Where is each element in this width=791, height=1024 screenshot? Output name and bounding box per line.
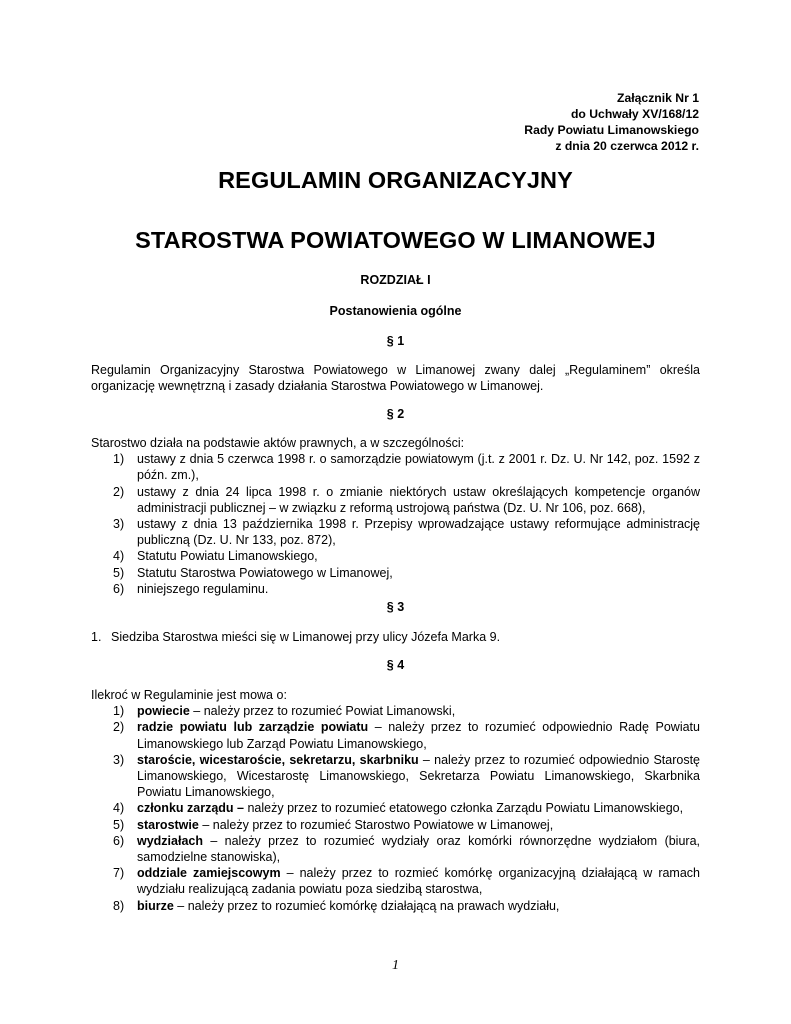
list-item-number: 2) — [113, 720, 125, 735]
section-2-lead: Starostwo działa na podstawie aktów prawnych, a w szczególności: — [91, 436, 465, 450]
list-item-number: 2) — [113, 484, 125, 499]
list-item-number: 1. — [91, 630, 102, 644]
section-4-heading: § 4 — [386, 658, 405, 672]
section-1-heading: § 1 — [386, 334, 405, 348]
annex-header — [524, 90, 699, 154]
list-item-number: 6) — [113, 581, 125, 596]
list-item — [91, 516, 700, 548]
definition-text: – należy przez to rozumieć komórkę działającą na prawach wydziału, — [173, 898, 560, 913]
list-item — [91, 800, 700, 816]
list-item-number: 7) — [113, 866, 125, 881]
section-3-heading: § 3 — [386, 600, 405, 614]
definition-term: staroście, wicestaroście, sekretarzu, skarbniku — [137, 752, 419, 767]
definition-term: członku zarządu – — [137, 801, 244, 816]
section-2-list — [91, 435, 700, 597]
definition-text: należy przez to rozumieć etatowego członka Zarządu Powiatu Limanowskiego, — [243, 801, 684, 816]
chapter-subtitle: Postanowienia ogólne — [329, 304, 462, 318]
list-item — [91, 451, 700, 483]
chapter-label: ROZDZIAŁ I — [360, 273, 431, 287]
document-title-line-2: STAROSTWA POWIATOWEGO W LIMANOWEJ — [135, 227, 656, 253]
document-title-line-1: REGULAMIN ORGANIZACYJNY — [218, 167, 573, 193]
list-item-number: 4) — [113, 549, 125, 564]
page-number: 1 — [392, 958, 399, 973]
section-1-text: Regulamin Organizacyjny Starostwa Powiatowego w Limanowej zwany dalej „Regulaminem” określa organizację wewnętrzną i zasady działania Starostwa Powiatowego w Limanowej. — [91, 363, 700, 393]
list-item-text: ustawy z dnia 24 lipca 1998 r. o zmianie niektórych ustaw określających kompetencje organów administracji publicznej – w związku z reformą ustrojową państwa (Dz. U. Nr 106, poz. 668), — [137, 484, 700, 515]
list-item-text — [137, 898, 700, 914]
definition-term: oddziale zamiejscowym — [137, 866, 281, 881]
definition-term: powiecie — [137, 704, 190, 719]
definition-text: – należy przez to rozumieć wydziały oraz komórki równorzędne wydziałom (biura, samodzielne stanowiska), — [137, 833, 700, 865]
annex-line-1: Załącznik Nr 1 — [617, 91, 699, 105]
list-item-number: 5) — [113, 565, 125, 580]
list-item — [91, 703, 700, 719]
list-item-text — [137, 833, 700, 865]
list-item-text: Siedziba Starostwa mieści się w Limanowej przy ulicy Józefa Marka 9. — [111, 630, 501, 644]
definition-text: – należy przez to rozumieć odpowiednio Radę Powiatu Limanowskiego lub Zarząd Powiatu Limanowskiego, — [137, 720, 700, 751]
list-item — [91, 548, 700, 564]
list-item-number: 4) — [113, 801, 125, 816]
list-item-text: ustawy z dnia 13 października 1998 r. Przepisy wprowadzające ustawy reformujące administrację publiczną (Dz. U. Nr 133, poz. 872), — [137, 517, 700, 548]
list-item — [91, 817, 700, 833]
list-item — [91, 898, 700, 914]
definition-term: wydziałach — [137, 833, 203, 848]
definition-term: radzie powiatu lub zarządzie powiatu — [137, 720, 369, 735]
list-item-number: 3) — [113, 752, 125, 767]
list-item — [91, 581, 700, 597]
definition-text: – należy przez to rozumieć Powiat Limanowski, — [189, 704, 456, 719]
list-item — [91, 629, 700, 645]
definition-term: starostwie — [137, 817, 199, 832]
annex-line-2: do Uchwały XV/168/12 — [570, 107, 699, 121]
list-item-number: 1) — [113, 704, 125, 719]
annex-line-4: z dnia 20 czerwca 2012 r. — [555, 139, 699, 153]
list-item-text — [137, 865, 700, 897]
section-4-lead: Ilekroć w Regulaminie jest mowa o: — [91, 688, 287, 702]
definition-term: biurze — [137, 898, 174, 913]
list-item — [91, 752, 700, 801]
list-item-number: 8) — [113, 898, 125, 913]
section-4-list — [91, 687, 700, 914]
definition-text: – należy przez to rozmieć komórkę organizacyjną działającą w ramach wydziału realizującą zadania powiatu poza siedzibą starostwa, — [137, 866, 700, 897]
list-item-text: Statutu Starostwa Powiatowego w Limanowej, — [137, 565, 393, 580]
list-item-text: ustawy z dnia 5 czerwca 1998 r. o samorządzie powiatowym (j.t. z 2001 r. Dz. U. Nr 142, poz. 1592 z późn. zm.), — [137, 452, 700, 483]
list-item — [91, 833, 700, 865]
list-item-text: niniejszego regulaminu. — [137, 581, 269, 596]
list-item — [91, 865, 700, 897]
section-2-heading: § 2 — [386, 407, 405, 421]
section-3-list — [91, 629, 700, 645]
list-item-text — [137, 817, 700, 833]
definition-text: – należy przez to rozumieć odpowiednio Starostę Limanowskiego, Wicestarostę Limanowskiego, Sekretarza Powiatu Limanowskiego, Skarbnika Powiatu Limanowskiego, — [137, 752, 700, 800]
list-item-number: 5) — [113, 817, 125, 832]
list-item — [91, 484, 700, 516]
list-item-text — [137, 800, 700, 816]
list-item-text: Statutu Powiatu Limanowskiego, — [137, 549, 318, 564]
list-item — [91, 565, 700, 581]
list-item-number: 1) — [113, 452, 125, 467]
list-item-number: 3) — [113, 517, 125, 532]
list-item — [91, 719, 700, 751]
list-item-text — [137, 752, 700, 801]
annex-line-3: Rady Powiatu Limanowskiego — [524, 123, 699, 137]
list-item-text — [137, 703, 700, 719]
definition-text: – należy przez to rozumieć Starostwo Powiatowe w Limanowej, — [198, 817, 554, 832]
list-item-text — [137, 719, 700, 751]
list-item-number: 6) — [113, 833, 125, 848]
